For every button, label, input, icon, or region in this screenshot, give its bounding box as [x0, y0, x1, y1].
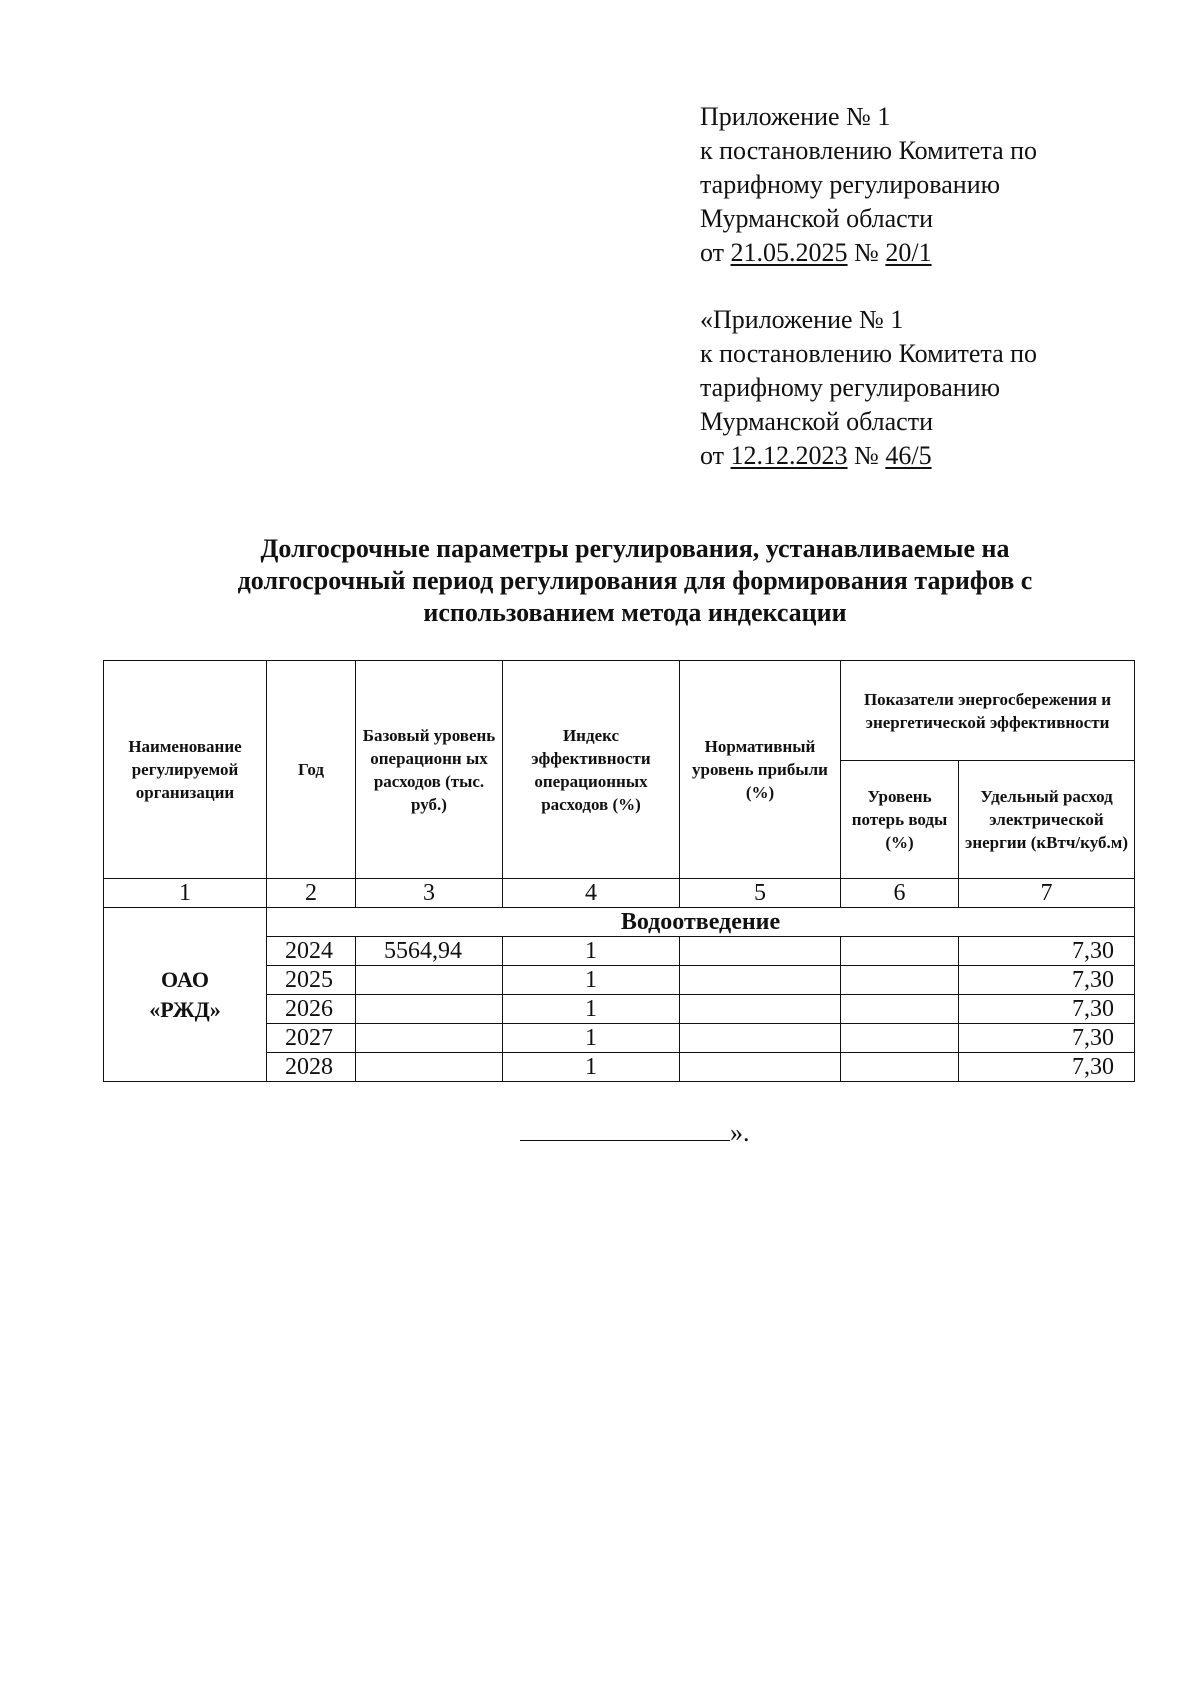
header-year: Год	[267, 661, 356, 879]
annex-date-line	[700, 439, 1037, 473]
profit-cell	[680, 1053, 841, 1082]
annex-date-line	[700, 236, 1037, 270]
annex-current	[700, 100, 1037, 270]
closing-quote: ».	[730, 1118, 750, 1147]
electric-cell: 7,30	[959, 937, 1135, 966]
profit-cell	[680, 966, 841, 995]
efficiency-index-cell: 1	[503, 1053, 680, 1082]
water-loss-cell	[841, 1053, 959, 1082]
title-line: долгосрочный период регулирования для формирования тарифов с	[237, 566, 1033, 595]
document-title	[150, 533, 1120, 629]
base-opex-cell	[356, 995, 503, 1024]
water-loss-cell	[841, 995, 959, 1024]
header-efficiency-index: Индекс эффективности операционных расходов (%)	[503, 661, 680, 879]
title-line: использованием метода индексации	[423, 598, 847, 627]
annex-line: тарифному регулированию	[700, 170, 1001, 199]
profit-cell	[680, 1024, 841, 1053]
section-title: Водоотведение	[267, 908, 1135, 937]
efficiency-index-cell: 1	[503, 1024, 680, 1053]
column-number: 1	[104, 879, 267, 908]
column-number: 5	[680, 879, 841, 908]
title-line: Долгосрочные параметры регулирования, устанавливаемые на	[260, 534, 1010, 563]
section-row	[104, 908, 1135, 937]
header-profit-level: Нормативный уровень прибыли (%)	[680, 661, 841, 879]
header-organization: Наименование регулируемой организации	[104, 661, 267, 879]
efficiency-index-cell: 1	[503, 995, 680, 1024]
resolution-date: 12.12.2023	[730, 441, 848, 470]
column-number: 3	[356, 879, 503, 908]
year-cell: 2028	[267, 1053, 356, 1082]
water-loss-cell	[841, 966, 959, 995]
header-electric-consumption: Удельный расход электрической энергии (кВтч/куб.м)	[959, 761, 1135, 879]
annex-line: Приложение № 1	[700, 102, 891, 131]
header-base-opex: Базовый уровень операционн ых расходов (тыс. руб.)	[356, 661, 503, 879]
electric-cell: 7,30	[959, 966, 1135, 995]
annex-line: Мурманской области	[700, 204, 933, 233]
organization-name-line: «РЖД»	[149, 996, 221, 1022]
base-opex-cell	[356, 1024, 503, 1053]
annex-line: к постановлению Комитета по	[700, 339, 1038, 368]
base-opex-cell	[356, 1053, 503, 1082]
electric-cell: 7,30	[959, 995, 1135, 1024]
water-loss-cell	[841, 1024, 959, 1053]
annex-previous	[700, 303, 1037, 473]
annex-line: «Приложение № 1	[700, 305, 904, 334]
water-loss-cell	[841, 937, 959, 966]
base-opex-cell	[356, 966, 503, 995]
signature-blank	[520, 1116, 730, 1141]
annex-line: к постановлению Комитета по	[700, 136, 1038, 165]
efficiency-index-cell: 1	[503, 966, 680, 995]
year-cell: 2027	[267, 1024, 356, 1053]
column-number: 7	[959, 879, 1135, 908]
date-prefix: от	[700, 441, 731, 470]
resolution-date: 21.05.2025	[730, 238, 848, 267]
year-cell: 2024	[267, 937, 356, 966]
organization-cell	[104, 908, 267, 1082]
resolution-number: 20/1	[885, 238, 932, 267]
annex-line: тарифному регулированию	[700, 373, 1001, 402]
date-prefix: от	[700, 238, 731, 267]
header-energy-group: Показатели энергосбережения и энергетической эффективности	[841, 661, 1135, 761]
base-opex-cell: 5564,94	[356, 937, 503, 966]
column-number: 2	[267, 879, 356, 908]
profit-cell	[680, 937, 841, 966]
resolution-number: 46/5	[885, 441, 932, 470]
organization-name-line: ОАО	[161, 966, 209, 992]
number-prefix: №	[847, 238, 886, 267]
year-cell: 2026	[267, 995, 356, 1024]
efficiency-index-cell: 1	[503, 937, 680, 966]
electric-cell: 7,30	[959, 1053, 1135, 1082]
number-prefix: №	[847, 441, 886, 470]
year-cell: 2025	[267, 966, 356, 995]
header-water-loss: Уровень потерь воды (%)	[841, 761, 959, 879]
closing-line	[520, 1116, 750, 1148]
parameters-table	[103, 660, 1135, 1082]
electric-cell: 7,30	[959, 1024, 1135, 1053]
column-number-row	[104, 879, 1135, 908]
annex-line: Мурманской области	[700, 407, 933, 436]
column-number: 6	[841, 879, 959, 908]
column-number: 4	[503, 879, 680, 908]
profit-cell	[680, 995, 841, 1024]
